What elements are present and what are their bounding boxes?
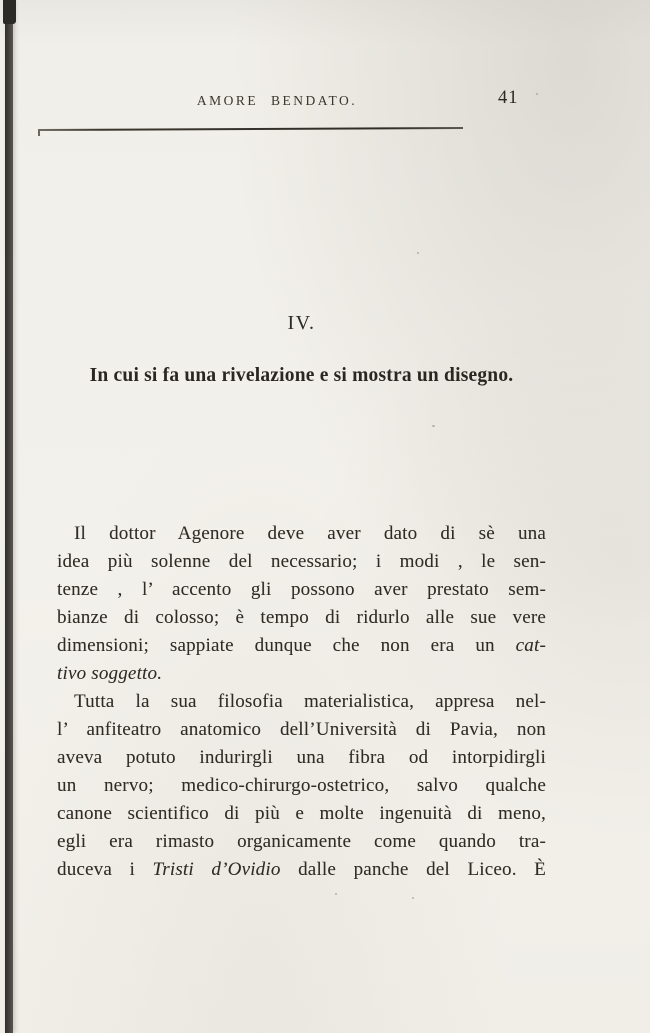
text-segment: tenze , l’ accento gli possono aver prestato sem-	[57, 579, 546, 600]
text-segment: un nervo; medico-chirurgo-ostetrico, salvo qualche	[57, 775, 546, 796]
chapter-subtitle: In cui si fa una rivelazione e si mostra un disegno.	[89, 365, 514, 386]
page-number: 41	[498, 88, 519, 108]
text-segment: canone scientifico di più e molte ingenuità di meno,	[57, 803, 546, 824]
text-line	[57, 520, 546, 548]
text-segment: idea più solenne del necessario; i modi , le sen-	[57, 551, 546, 572]
running-title: AMORE BENDATO.	[196, 93, 358, 108]
chapter-number: IV.	[287, 312, 316, 334]
italic-text-segment: Tristi d’Ovidio	[152, 859, 281, 880]
italic-text-segment: tivo soggetto.	[57, 663, 163, 684]
text-segment: aveva potuto indurirgli una fibra od intorpidirgli	[57, 747, 546, 768]
text-line	[57, 856, 546, 884]
text-line	[57, 828, 546, 856]
text-line	[57, 800, 546, 828]
dust-speck	[432, 425, 435, 427]
dust-speck	[536, 93, 538, 95]
dust-speck	[412, 897, 414, 899]
text-segment: dalle panche del Liceo. È	[280, 859, 546, 880]
text-line	[57, 632, 546, 660]
text-line	[57, 772, 546, 800]
text-line	[57, 548, 546, 576]
scan-gutter-bar	[5, 0, 13, 1033]
italic-text-segment: cat-	[515, 635, 546, 656]
text-line	[57, 604, 546, 632]
text-segment: dimensioni; sappiate dunque che non era un	[57, 635, 516, 656]
header-rule	[38, 127, 463, 131]
text-segment: Tutta la sua filosofia materialistica, appresa nel-	[74, 691, 546, 712]
text-line	[57, 660, 546, 688]
dust-speck	[335, 893, 337, 895]
text-line	[57, 688, 546, 716]
text-line	[57, 744, 546, 772]
text-segment: duceva i	[57, 859, 153, 880]
text-segment: egli era rimasto organicamente come quando tra-	[57, 831, 546, 852]
text-segment: Il dottor Agenore deve aver dato di sè una	[74, 523, 546, 544]
dust-speck	[417, 252, 419, 254]
text-segment: bianze di colosso; è tempo di ridurlo alle sue vere	[57, 607, 546, 628]
text-line	[57, 716, 546, 744]
body-text	[57, 520, 546, 884]
text-line	[57, 576, 546, 604]
text-segment: l’ anfiteatro anatomico dell’Università di Pavia, non	[57, 719, 546, 740]
